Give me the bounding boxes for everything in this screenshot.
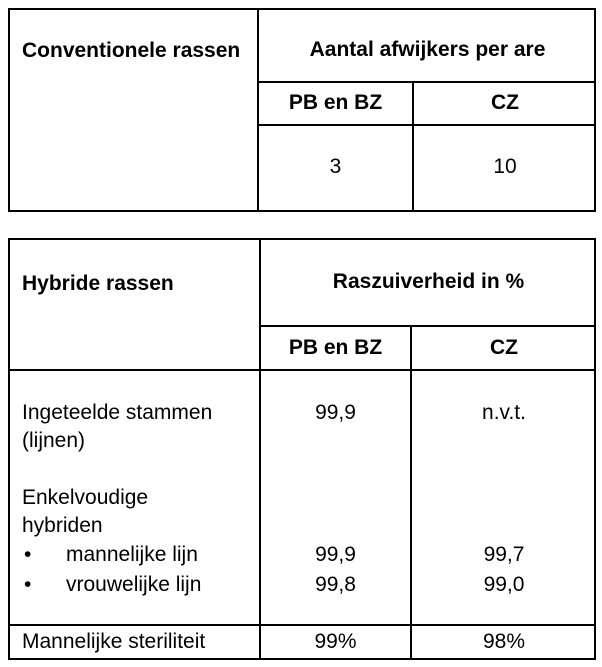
table2-divider-footer — [8, 624, 596, 626]
table1-group-header: Aantal afwijkers per are — [309, 38, 546, 61]
table2-row-header: Hybride rassen — [22, 272, 174, 295]
row-mannelijke-steriliteit-label: Mannelijke steriliteit — [22, 630, 206, 653]
table2-divider-header — [8, 369, 596, 371]
table1-col2-header: CZ — [491, 91, 519, 114]
bullet-icon: • — [24, 543, 32, 566]
table2-group-header: Raszuiverheid in % — [332, 270, 525, 293]
table2-divider-col2 — [410, 325, 412, 660]
row-mannelijke-steriliteit-col1: 99% — [314, 630, 357, 653]
row-ingeteelde-stammen-label: Ingeteelde stammen (lijnen) — [22, 401, 213, 452]
row-mannelijke-lijn-col1: 99,9 — [315, 543, 356, 566]
table2-divider-group — [259, 325, 596, 327]
row-vrouwelijke-lijn-col1: 99,8 — [315, 573, 356, 596]
row-vrouwelijke-lijn-label: vrouwelijke lijn — [66, 573, 202, 596]
table1-row-header: Conventionele rassen — [22, 39, 241, 62]
bullet-icon: • — [24, 573, 32, 596]
table1-divider-group — [257, 81, 596, 83]
table1-col1-header: PB en BZ — [288, 91, 383, 114]
row-ingeteelde-stammen-col2: n.v.t. — [482, 401, 526, 424]
row-vrouwelijke-lijn-col2: 99,0 — [483, 573, 525, 596]
table1-col2-value: 10 — [493, 155, 517, 178]
table1-col1-value: 3 — [329, 155, 342, 178]
row-enkelvoudige-hybriden-label: Enkelvoudige hybriden — [22, 486, 149, 537]
table2-col1-header: PB en BZ — [288, 336, 383, 359]
row-mannelijke-lijn-col2: 99,7 — [483, 543, 525, 566]
table2-col2-header: CZ — [490, 336, 518, 359]
row-mannelijke-steriliteit-col2: 98% — [482, 630, 526, 653]
row-mannelijke-lijn-label: mannelijke lijn — [66, 543, 198, 566]
table1-divider-header — [257, 124, 596, 126]
row-ingeteelde-stammen-col1: 99,9 — [315, 401, 356, 424]
